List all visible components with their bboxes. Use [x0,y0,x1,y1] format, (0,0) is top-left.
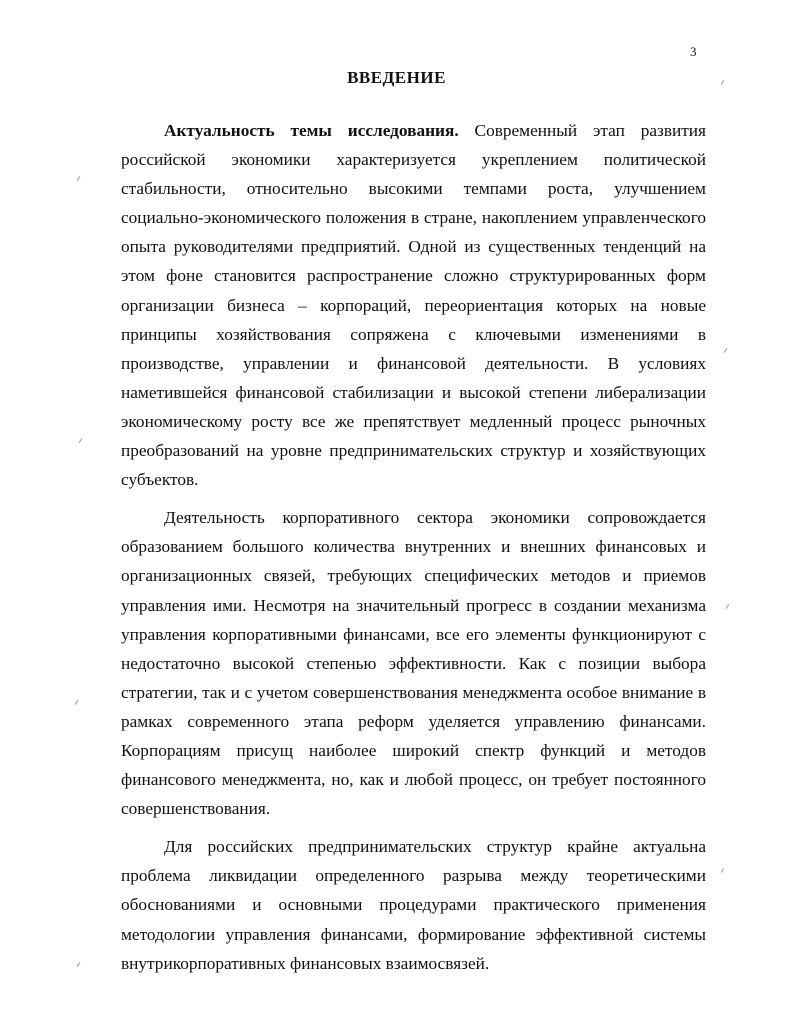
scan-speck [726,604,730,609]
paragraph-text: Деятельность корпоративного сектора экономики сопровождается образованием большого количества внутренних и внешних финансовых и организационных связей, требующих специфических методов и приемов управления ими. Несмотря на значительный прогресс в создании механизма управления корпоративными финансами, все его элементы функционируют с недостаточно высокой степенью эффективности. Как с позиции выбора стратегии, так и с учетом совершенствования менеджмента особое внимание в рамках современного этапа реформ уделяется управлению финансами. Корпорациям присущ наиболее широкий спектр функций и методов финансового менеджмента, но, как и любой процесс, он требует постоянного совершенствования. [121,508,706,819]
paragraph-corporate-sector [121,503,706,823]
scan-speck [724,348,728,353]
scan-speck [77,962,81,967]
paragraph-text: Для российских предпринимательских структур крайне актуальна проблема ликвидации определенного разрыва между теоретическими обоснованиями и основными процедурами практического применения методологии управления финансами, формирование эффективной системы внутрикорпоративных финансовых взаимосвязей. [121,837,706,973]
scan-speck [77,176,81,181]
scan-speck [75,700,79,705]
scan-speck [79,438,83,443]
page-title: ВВЕДЕНИЕ [347,68,446,87]
paragraph-relevance [121,116,706,494]
paragraph-text: Современный этап развития российской экономики характеризуется укреплением политической стабильности, относительно высокими темпами роста, улучшением социально-экономического положения в стране, накоплением управленческого опыта руководителями предприятий. Одной из существенных тенденций на этом фоне становится распространение сложно структурированных форм организации бизнеса – корпораций, переориентация которых на новые принципы хозяйствования сопряжена с ключевыми изменениями в производстве, управлении и финансовой деятельности. В условиях наметившейся финансовой стабилизации и высокой степени либерализации экономическому росту все же препятствует медленный процесс рыночных преобразований на уровне предпринимательских структур и хозяйствующих субъектов. [121,121,707,490]
paragraph-russian-structures [121,832,706,977]
document-body [121,116,706,987]
scan-speck [721,868,725,873]
page-number: 3 [690,44,697,59]
paragraph-lead-heading: Актуальность темы исследования. [164,121,459,140]
